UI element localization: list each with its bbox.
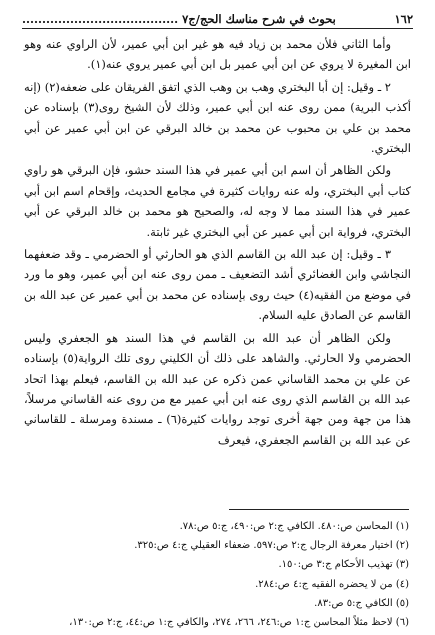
footnote: (٦) لاحظ مثلاً المحاسن ج:١ ص:٢٤٦، ٢٦٦، ٢٧٤، والكافي ج:١ ص:٤٤، ج:٢ ص:١٣٠، xyxy=(69,617,409,629)
running-header xyxy=(22,8,413,30)
footnote: (٣) تهذيب الأحكام ج:٣ ص:١٥٠. xyxy=(278,559,409,571)
main-text xyxy=(24,34,411,450)
footnote-rule xyxy=(229,509,409,510)
footnote: (٥) الكافي ج:٥ ص:٨٣. xyxy=(314,597,409,609)
paragraph: ولكن الظاهر أن عبد الله بن القاسم في هذا السند هو الجعفري وليس الحضرمي ولا الحارثي. والشاهد على ذلك أن الكليني روى تلك الرواية(٥) بإسناده عن علي بن محمد القاساني عمن ذكره عن عبد الله بن القاسم، فيعلم بهذا اتحاد عبد الله بن القاسم الذي روى عنه ابن أبي عمير مع من روى عنه القاساني مرسلاً، هذا من جهة ومن جهة أخرى توجد روايات كثيرة(٦) ـ مسندة ومرسلة ـ للقاساني عن عبد الله بن القاسم الجعفري، فيعرف xyxy=(24,330,412,447)
paragraph: ولكن الظاهر أن اسم ابن أبي عمير في هذا السند حشو، فإن البرقي هو راوي كتاب أبي البختري، وله عنه روايات كثيرة في مجامع الحديث، وإقحام اسم ابن أبي عمير في هذا السند مما لا وجه له، والصحيح هو محمد بن خالد البرقي عن أبي البختري، فرواية ابن أبي عمير عن أبي البختري غير ثابتة. xyxy=(24,163,411,239)
paragraph: ٢ ـ وقيل: إن أبا البختري وهب بن وهب الذي اتفق الفريقان على ضعفه(٢) (إنه أكذب البرية) ممن روى عنه ابن أبي عمير، وذلك لأن الشيخ روى(٣) بإسناده عن محمد بن علي بن محبوب عن محمد بن خالد البرقي عن ابن أبي عمير عن أبي البختري. xyxy=(24,79,411,156)
footnote: (٤) من لا يحضره الفقيه ج:٤ ص:٢٨٤. xyxy=(255,578,409,590)
paragraph: ٣ ـ وقيل: إن عبد الله بن القاسم الذي هو الحارثي أو الحضرمي ـ وقد ضعفهما النجاشي وابن الغضائري أشد التضعيف ـ ممن روى عنه ابن أبي عمير، وهو ما ورد في موضع من الفقيه(٤) حيث روى بإسناده عن محمد بن أبي عمير عن عبد الله بن القاسم عن الصادق عليه السلام. xyxy=(24,247,411,323)
paragraph: وأما الثاني فلأن محمد بن زياد فيه هو غير ابن أبي عمير، لأن الراوي عنه وهو ابن المغيرة لا يروي عن ابن أبي عمير بل ابن أبي عمير يروي عنه(١). xyxy=(24,37,411,72)
footnotes xyxy=(24,517,409,632)
footnote: (٢) اختيار معرفة الرجال ج:٢ ص:٥٩٧. ضعفاء العقيلي ج:٤ ص:٣٢٥. xyxy=(134,540,409,552)
page-number: ١٦٢ xyxy=(394,12,413,26)
running-title: بحوث في شرح مناسك الحج/ج٧ ....................................... xyxy=(22,12,336,26)
footnote: (١) المحاسن ص:٤٨٠. الكافي ج:٢ ص:٤٩٠، ج:٥ ص:٧٨. xyxy=(179,521,409,532)
header-rule xyxy=(22,28,413,29)
